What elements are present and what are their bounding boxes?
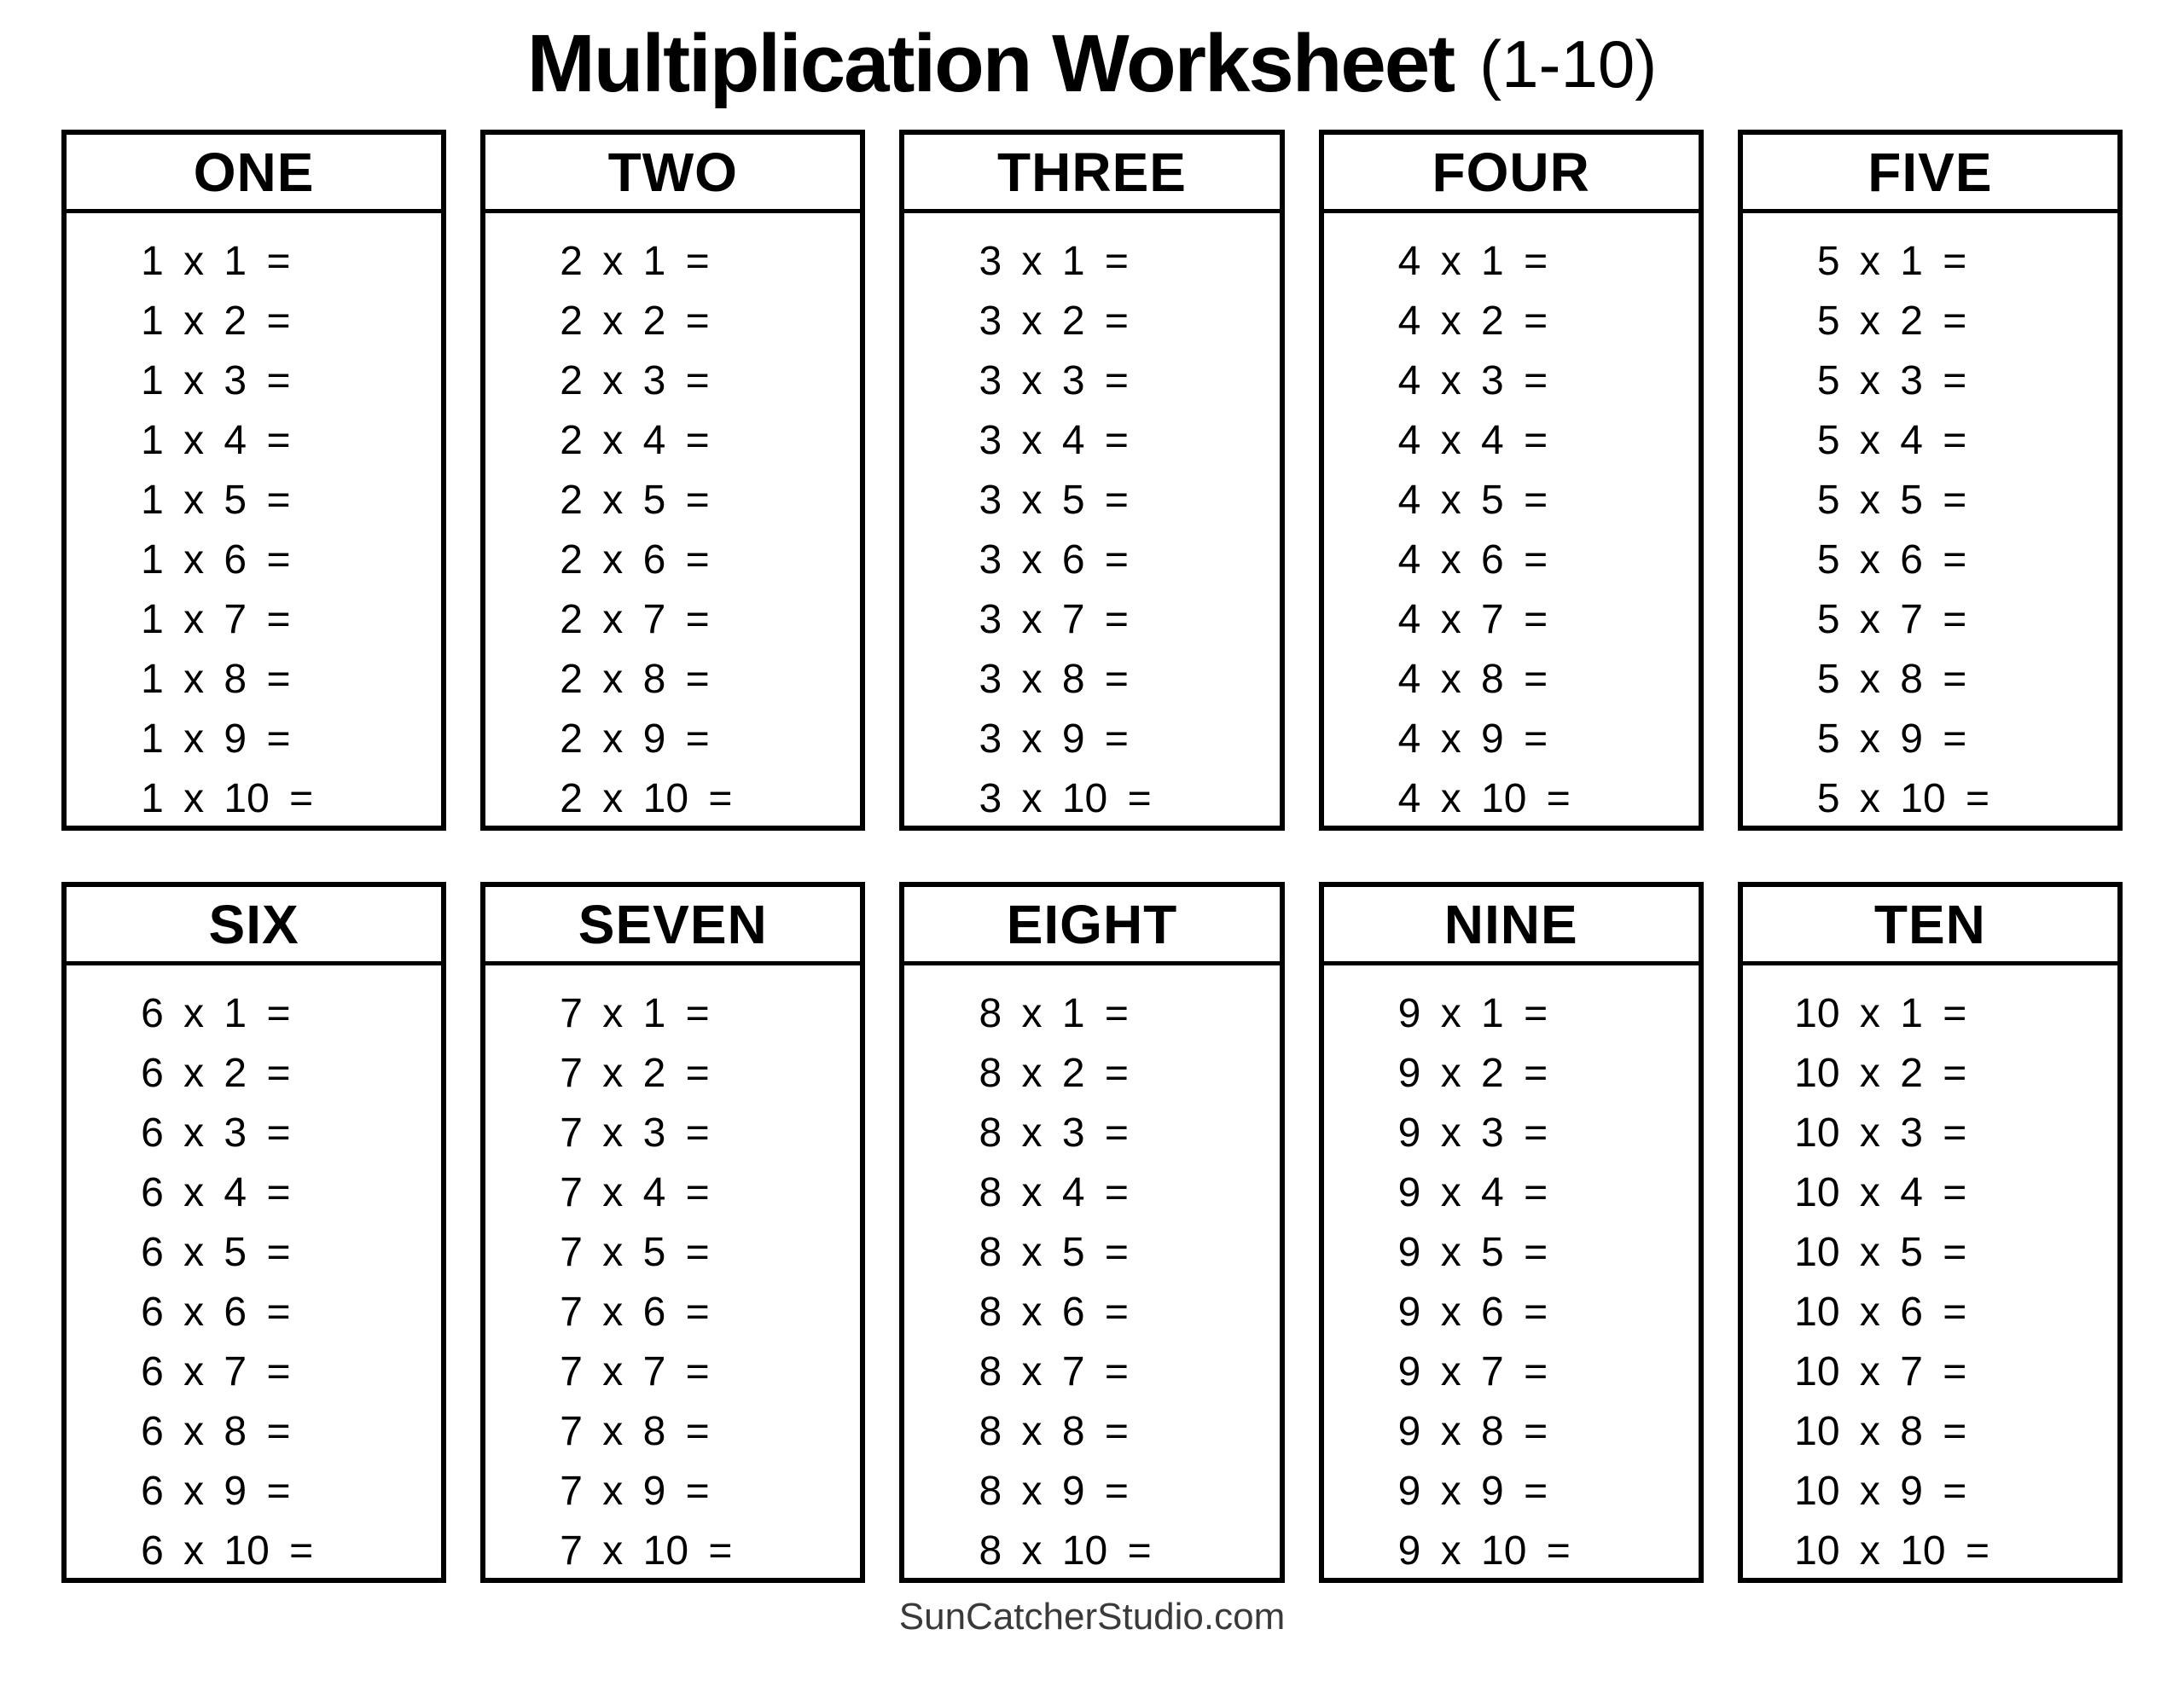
times-table-problems <box>560 984 732 1578</box>
problem-line: 6 x 8 = <box>141 1409 291 1454</box>
problem-line: 5 x 3 = <box>1816 358 1967 403</box>
problem-line: 4 x 4 = <box>1397 418 1548 463</box>
page-title <box>0 0 2184 128</box>
problem-line: 4 x 2 = <box>1397 299 1548 344</box>
problem-line: 9 x 2 = <box>1397 1051 1548 1096</box>
problem-line: 5 x 8 = <box>1816 657 1967 702</box>
times-table-body <box>1324 213 1699 826</box>
problem-line: 2 x 5 = <box>560 478 710 523</box>
worksheet-grid <box>61 130 2123 1583</box>
times-table-box <box>1319 130 1704 831</box>
problem-line: 4 x 9 = <box>1397 716 1548 762</box>
problem-line: 6 x 4 = <box>141 1170 291 1215</box>
problem-line: 2 x 7 = <box>560 597 710 642</box>
problem-line: 10 x 1 = <box>1794 991 1967 1036</box>
problem-line: 5 x 4 = <box>1816 418 1967 463</box>
times-table-header: TWO <box>485 135 860 213</box>
problem-line: 10 x 7 = <box>1794 1349 1967 1394</box>
problem-line: 6 x 5 = <box>141 1230 291 1275</box>
problem-line: 3 x 6 = <box>979 537 1129 583</box>
problem-line: 10 x 2 = <box>1794 1051 1967 1096</box>
problem-line: 7 x 8 = <box>560 1409 710 1454</box>
times-table-body <box>904 213 1279 826</box>
problem-line: 5 x 9 = <box>1816 716 1967 762</box>
times-table-box <box>61 882 446 1583</box>
times-table-body <box>485 213 860 826</box>
problem-line: 7 x 6 = <box>560 1290 710 1335</box>
problem-line: 5 x 7 = <box>1816 597 1967 642</box>
problem-line: 6 x 2 = <box>141 1051 291 1096</box>
problem-line: 4 x 7 = <box>1397 597 1548 642</box>
times-table-body <box>67 213 441 826</box>
problem-line: 7 x 9 = <box>560 1469 710 1514</box>
problem-line: 9 x 1 = <box>1397 991 1548 1036</box>
problem-line: 4 x 10 = <box>1397 776 1571 821</box>
times-table-header: FIVE <box>1743 135 2117 213</box>
problem-line: 8 x 2 = <box>979 1051 1129 1096</box>
problem-line: 3 x 9 = <box>979 716 1129 762</box>
problem-line: 3 x 7 = <box>979 597 1129 642</box>
problem-line: 10 x 3 = <box>1794 1110 1967 1156</box>
problem-line: 1 x 3 = <box>141 358 291 403</box>
problem-line: 2 x 2 = <box>560 299 710 344</box>
problem-line: 9 x 3 = <box>1397 1110 1548 1156</box>
times-table-header: FOUR <box>1324 135 1699 213</box>
problem-line: 1 x 7 = <box>141 597 291 642</box>
problem-line: 9 x 8 = <box>1397 1409 1548 1454</box>
problem-line: 10 x 6 = <box>1794 1290 1967 1335</box>
times-table-body <box>67 965 441 1578</box>
times-table-box <box>1738 882 2123 1583</box>
problem-line: 9 x 4 = <box>1397 1170 1548 1215</box>
footer-site-credit: SunCatcherStudio.com <box>898 1596 1286 1638</box>
problem-line: 1 x 5 = <box>141 478 291 523</box>
problem-line: 4 x 3 = <box>1397 358 1548 403</box>
problem-line: 5 x 6 = <box>1816 537 1967 583</box>
times-table-box <box>1319 882 1704 1583</box>
problem-line: 9 x 7 = <box>1397 1349 1548 1394</box>
problem-line: 2 x 8 = <box>560 657 710 702</box>
problem-line: 1 x 9 = <box>141 716 291 762</box>
problem-line: 1 x 1 = <box>141 239 291 284</box>
problem-line: 8 x 5 = <box>979 1230 1129 1275</box>
problem-line: 1 x 6 = <box>141 537 291 583</box>
problem-line: 6 x 10 = <box>141 1528 314 1574</box>
page-title-range: (1-10) <box>1479 26 1658 101</box>
problem-line: 7 x 10 = <box>560 1528 733 1574</box>
problem-line: 6 x 1 = <box>141 991 291 1036</box>
times-table-header: NINE <box>1324 887 1699 965</box>
problem-line: 4 x 1 = <box>1397 239 1548 284</box>
problem-line: 5 x 10 = <box>1816 776 1989 821</box>
problem-line: 9 x 5 = <box>1397 1230 1548 1275</box>
problem-line: 4 x 5 = <box>1397 478 1548 523</box>
problem-line: 3 x 2 = <box>979 299 1129 344</box>
problem-line: 4 x 6 = <box>1397 537 1548 583</box>
times-table-problems <box>560 232 732 826</box>
problem-line: 7 x 5 = <box>560 1230 710 1275</box>
problem-line: 9 x 6 = <box>1397 1290 1548 1335</box>
problem-line: 7 x 7 = <box>560 1349 710 1394</box>
problem-line: 7 x 4 = <box>560 1170 710 1215</box>
times-table-body <box>1743 965 2117 1578</box>
problem-line: 8 x 9 = <box>979 1469 1129 1514</box>
problem-line: 3 x 5 = <box>979 478 1129 523</box>
problem-line: 2 x 3 = <box>560 358 710 403</box>
problem-line: 6 x 6 = <box>141 1290 291 1335</box>
times-table-problems <box>1398 232 1571 826</box>
problem-line: 9 x 9 = <box>1397 1469 1548 1514</box>
times-table-header: EIGHT <box>904 887 1279 965</box>
problem-line: 7 x 1 = <box>560 991 710 1036</box>
problem-line: 8 x 7 = <box>979 1349 1129 1394</box>
problem-line: 1 x 4 = <box>141 418 291 463</box>
problem-line: 1 x 8 = <box>141 657 291 702</box>
times-table-box <box>1738 130 2123 831</box>
problem-line: 2 x 1 = <box>560 239 710 284</box>
problem-line: 2 x 4 = <box>560 418 710 463</box>
problem-line: 8 x 3 = <box>979 1110 1129 1156</box>
problem-line: 2 x 10 = <box>560 776 733 821</box>
times-table-header: THREE <box>904 135 1279 213</box>
problem-line: 10 x 5 = <box>1794 1230 1967 1275</box>
problem-line: 8 x 1 = <box>979 991 1129 1036</box>
times-table-box <box>899 130 1284 831</box>
problem-line: 3 x 3 = <box>979 358 1129 403</box>
times-table-header: SEVEN <box>485 887 860 965</box>
problem-line: 10 x 10 = <box>1794 1528 1989 1574</box>
times-table-problems <box>1794 984 1989 1578</box>
times-table-problems <box>1398 984 1571 1578</box>
problem-line: 2 x 6 = <box>560 537 710 583</box>
problem-line: 7 x 2 = <box>560 1051 710 1096</box>
times-table-problems <box>1817 232 1989 826</box>
problem-line: 6 x 7 = <box>141 1349 291 1394</box>
times-table-header: ONE <box>67 135 441 213</box>
problem-line: 8 x 4 = <box>979 1170 1129 1215</box>
times-table-box <box>61 130 446 831</box>
times-table-body <box>1324 965 1699 1578</box>
times-table-header: SIX <box>67 887 441 965</box>
problem-line: 5 x 5 = <box>1816 478 1967 523</box>
times-table-problems <box>979 232 1151 826</box>
problem-line: 9 x 10 = <box>1397 1528 1571 1574</box>
times-table-box <box>899 882 1284 1583</box>
problem-line: 10 x 9 = <box>1794 1469 1967 1514</box>
problem-line: 8 x 6 = <box>979 1290 1129 1335</box>
times-table-problems <box>141 984 313 1578</box>
times-table-box <box>480 882 865 1583</box>
problem-line: 3 x 1 = <box>979 239 1129 284</box>
page-title-main: Multiplication Worksheet <box>526 18 1455 109</box>
problem-line: 6 x 9 = <box>141 1469 291 1514</box>
problem-line: 3 x 10 = <box>979 776 1152 821</box>
problem-line: 8 x 8 = <box>979 1409 1129 1454</box>
times-table-box <box>480 130 865 831</box>
problem-line: 8 x 10 = <box>979 1528 1152 1574</box>
problem-line: 10 x 4 = <box>1794 1170 1967 1215</box>
problem-line: 10 x 8 = <box>1794 1409 1967 1454</box>
problem-line: 3 x 8 = <box>979 657 1129 702</box>
times-table-problems <box>141 232 313 826</box>
times-table-header: TEN <box>1743 887 2117 965</box>
problem-line: 7 x 3 = <box>560 1110 710 1156</box>
problem-line: 2 x 9 = <box>560 716 710 762</box>
times-table-body <box>904 965 1279 1578</box>
problem-line: 1 x 10 = <box>141 776 314 821</box>
times-table-body <box>485 965 860 1578</box>
problem-line: 4 x 8 = <box>1397 657 1548 702</box>
times-table-body <box>1743 213 2117 826</box>
problem-line: 5 x 1 = <box>1816 239 1967 284</box>
problem-line: 5 x 2 = <box>1816 299 1967 344</box>
problem-line: 3 x 4 = <box>979 418 1129 463</box>
problem-line: 6 x 3 = <box>141 1110 291 1156</box>
times-table-problems <box>979 984 1151 1578</box>
problem-line: 1 x 2 = <box>141 299 291 344</box>
